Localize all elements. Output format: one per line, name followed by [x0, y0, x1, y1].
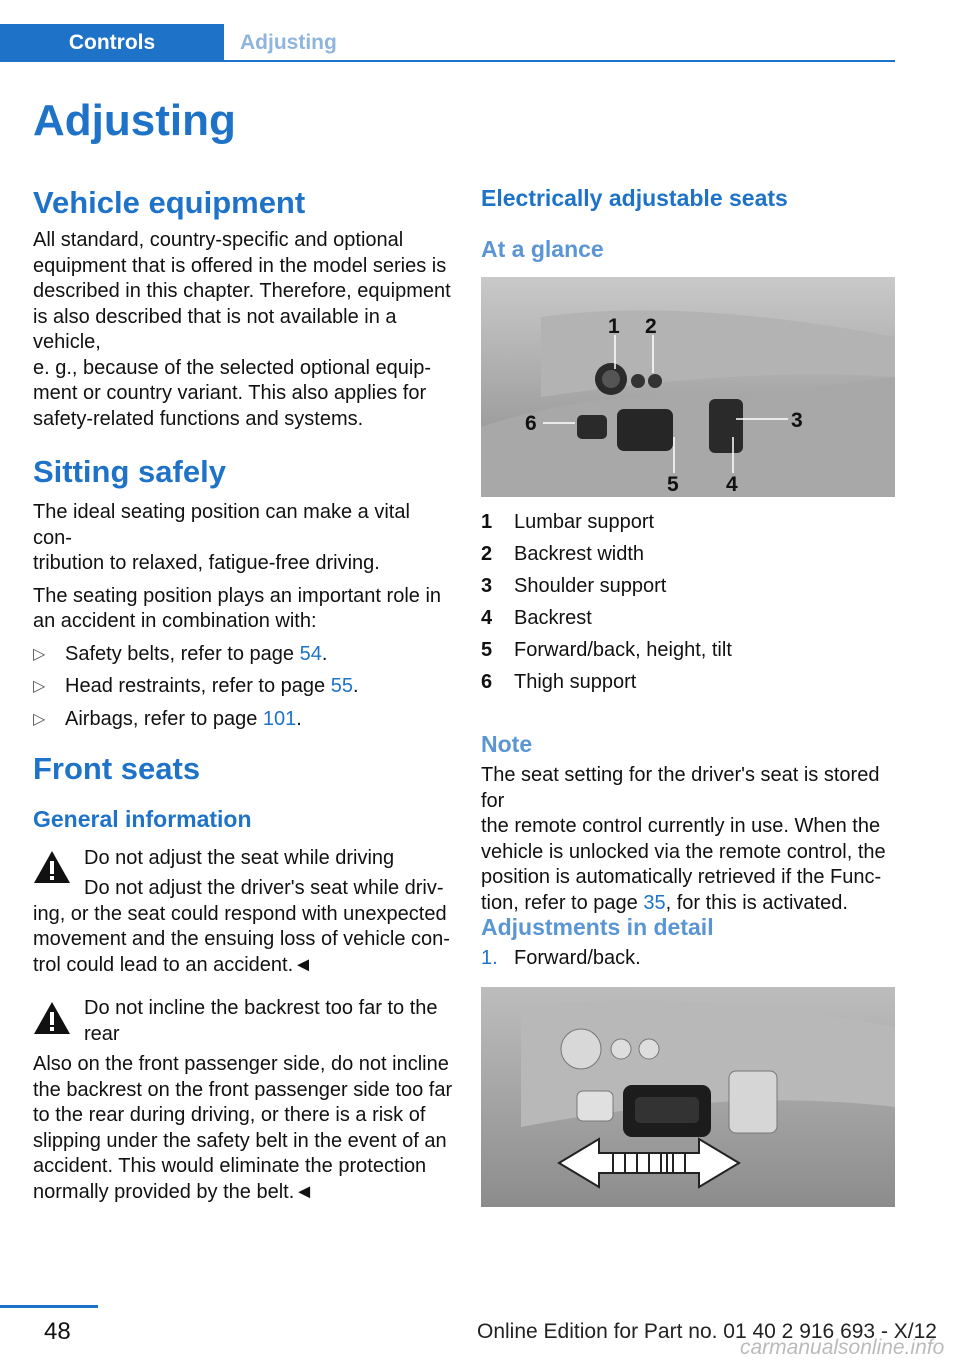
text-line: safety-related functions and systems. — [33, 407, 364, 430]
footer-rule — [0, 1305, 98, 1308]
warning2-title — [84, 996, 438, 1047]
heading-front-seats: Front seats — [33, 751, 201, 786]
text-line: Do not adjust the driver's seat while driv‐ — [84, 877, 444, 899]
legend-item — [481, 570, 901, 602]
legend-number: 5 — [481, 639, 493, 661]
subheading-general-information: General information — [33, 806, 252, 832]
text-line: tribution to relaxed, fatigue-free driving. — [33, 552, 380, 574]
watermark: carmanualsonline.info — [740, 1336, 945, 1359]
heading-electric-seats: Electrically adjustable seats — [481, 185, 788, 211]
step-text: Forward/back. — [514, 947, 641, 969]
step-number: 1. — [481, 947, 498, 969]
callout-label: 4 — [726, 473, 738, 496]
text-line: ment or country variant. This also applies for — [33, 382, 427, 404]
step-item — [481, 946, 641, 972]
page-number: 48 — [44, 1318, 71, 1345]
text-line: position is automatically retrieved if the Func‐ — [481, 866, 882, 888]
legend-label: Shoulder support — [514, 575, 667, 597]
left-column — [33, 183, 453, 432]
legend-number: 1 — [481, 511, 493, 533]
page-link[interactable]: 55 — [330, 675, 353, 697]
bullet-text: Safety belts, refer to page — [65, 642, 300, 665]
list-item — [33, 707, 453, 733]
warning-icon — [33, 1001, 71, 1035]
page-link[interactable]: 54 — [299, 642, 322, 665]
note-text — [481, 763, 901, 916]
bullet-end: . — [321, 642, 328, 665]
figure-legend — [481, 506, 901, 698]
legend-item — [481, 666, 901, 698]
triangle-bullet-icon: ▷ — [33, 645, 46, 663]
adjustments-heading: Adjustments in detail — [481, 914, 714, 940]
subheading-at-a-glance: At a glance — [481, 236, 604, 262]
callout-label: 2 — [645, 315, 657, 338]
legend-label: Lumbar support — [514, 511, 655, 533]
legend-number: 6 — [481, 671, 493, 693]
legend-item — [481, 602, 901, 634]
bullet-end: . — [296, 707, 302, 730]
callout-label: 5 — [667, 473, 679, 496]
text-line: the backrest on the front passenger side too far — [33, 1078, 453, 1101]
vehicle-equipment-text — [33, 228, 453, 432]
forward-back-figure — [481, 987, 895, 1207]
legend-item — [481, 538, 901, 570]
callout-label: 6 — [525, 412, 537, 435]
text-line: trol could lead to an accident.◄ — [33, 953, 313, 976]
text-line: vehicle is unlocked via the remote control, the — [481, 840, 886, 863]
text-line: movement and the ensuing loss of vehicle con‐ — [33, 928, 450, 950]
footer-edition: Online Edition for Part no. 01 40 2 916 693 - X/12 — [477, 1320, 937, 1343]
text-line: rear — [84, 1022, 120, 1045]
legend-number: 3 — [481, 575, 493, 597]
legend-label: Backrest — [514, 607, 592, 629]
note-heading: Note — [481, 731, 533, 757]
page-link[interactable]: 35 — [643, 891, 666, 914]
legend-label: Backrest width — [514, 543, 645, 565]
tab-controls[interactable]: Controls — [0, 24, 224, 62]
heading-vehicle-equipment: Vehicle equipment — [33, 185, 306, 220]
text-line: The seating position plays an important role in — [33, 584, 442, 607]
seat-controls-figure — [481, 277, 895, 497]
tab-adjusting[interactable]: Adjusting — [240, 31, 337, 54]
note-text-pre: tion, refer to page — [481, 891, 644, 914]
warning1-text — [33, 876, 453, 978]
legend-number: 4 — [481, 607, 493, 629]
page-title: Adjusting — [33, 96, 236, 145]
legend-label: Forward/back, height, tilt — [514, 639, 732, 661]
text-line — [481, 891, 901, 917]
text-line: Do not incline the backrest too far to the — [84, 997, 438, 1019]
text-line: e. g., because of the selected optional equip‐ — [33, 356, 432, 379]
text-line: normally provided by the belt.◄ — [33, 1180, 315, 1203]
legend-label: Thigh support — [514, 671, 637, 693]
triangle-bullet-icon: ▷ — [33, 710, 46, 728]
text-line: is also described that is not available in a vehicle, — [33, 305, 397, 353]
text-line: Also on the front passenger side, do not incline — [33, 1053, 449, 1075]
page-link[interactable]: 101 — [262, 707, 297, 730]
callout-label: 3 — [791, 409, 803, 432]
text-line: to the rear during driving, or there is a risk of — [33, 1104, 426, 1126]
triangle-bullet-icon: ▷ — [33, 678, 46, 695]
list-item — [33, 642, 453, 668]
text-line: ing, or the seat could respond with unexpected — [33, 902, 447, 925]
callout-label: 1 — [608, 315, 620, 338]
legend-item — [481, 506, 901, 538]
legend-number: 2 — [481, 543, 493, 565]
text-line: All standard, country-specific and optional — [33, 229, 404, 251]
text-line: described in this chapter. Therefore, equipment — [33, 280, 451, 302]
text-line: The ideal seating position can make a vital con‐ — [33, 501, 410, 549]
warning2-text — [33, 1052, 453, 1205]
note-text-post: , for this is activated. — [665, 891, 848, 914]
heading-sitting-safely: Sitting safely — [33, 454, 226, 489]
legend-item — [481, 634, 901, 666]
text-line: equipment that is offered in the model series is — [33, 254, 447, 277]
warning1-title: Do not adjust the seat while driving — [84, 847, 395, 869]
header-rule — [0, 60, 895, 62]
sitting-safely-text — [33, 500, 453, 732]
text-line: The seat setting for the driver's seat is stored for — [481, 764, 880, 812]
text-line: the remote control currently in use. When the — [481, 815, 881, 837]
text-line: slipping under the safety belt in the event of an — [33, 1129, 447, 1152]
list-item — [33, 674, 453, 700]
bullet-text: Airbags, refer to page — [65, 707, 263, 730]
text-line: accident. This would eliminate the protection — [33, 1155, 427, 1177]
bullet-end: . — [352, 675, 359, 697]
bullet-text: Head restraints, refer to page — [65, 675, 331, 697]
text-line: an accident in combination with: — [33, 610, 317, 632]
